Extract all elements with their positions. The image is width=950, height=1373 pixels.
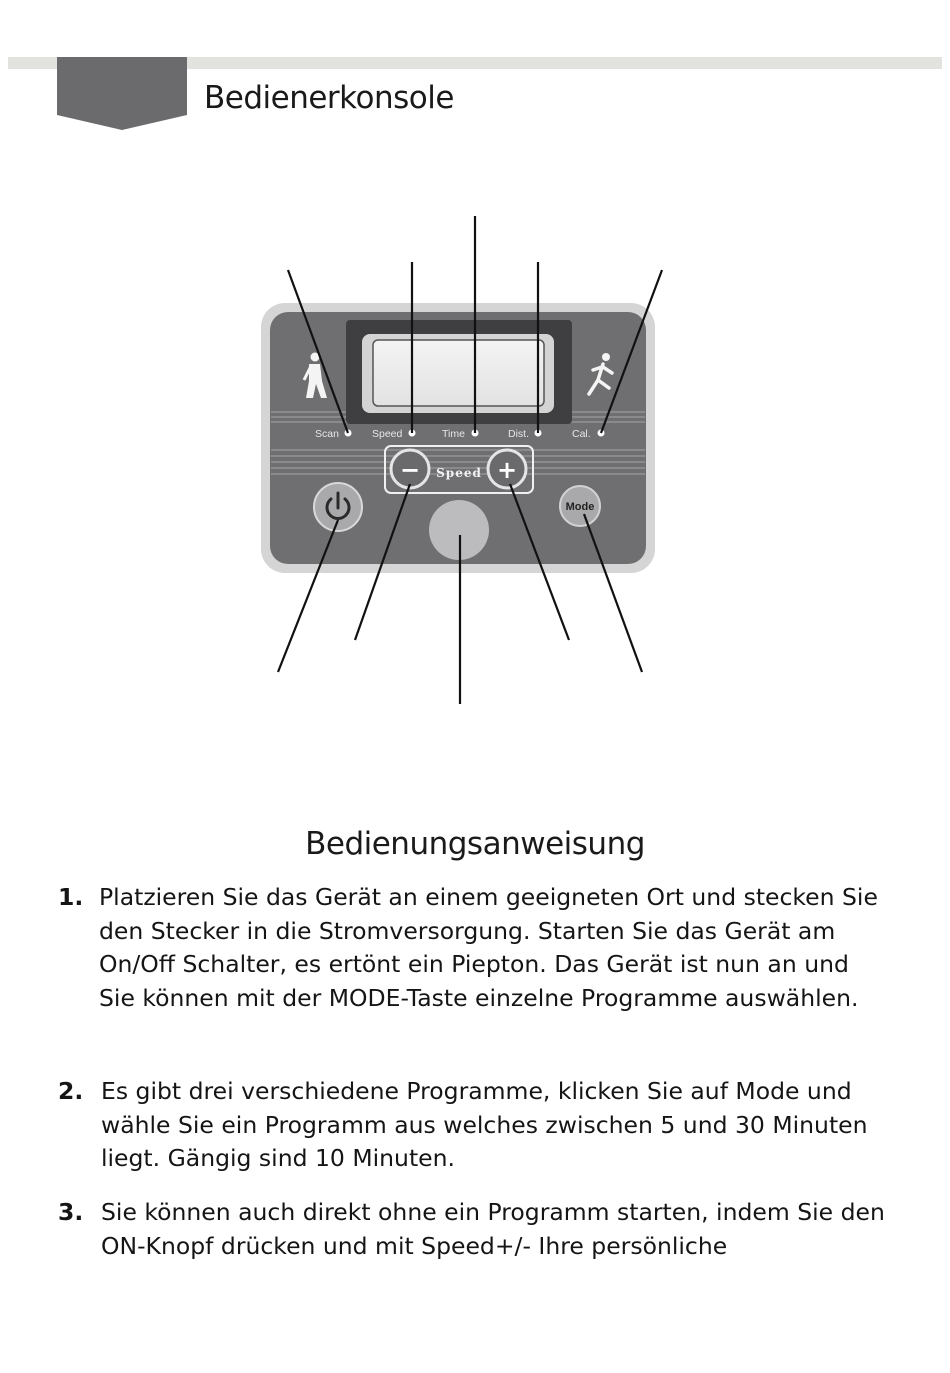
instruction-step xyxy=(58,1075,888,1176)
section-title: Bedienungsanweisung xyxy=(305,826,645,862)
mode-label: Mode xyxy=(565,501,595,513)
step-text: Es gibt drei verschiedene Programme, klicken Sie auf Mode und wähle Sie ein Programm aus welches zwischen 5 und 30 Minuten liegt. Gängig sind 10 Minuten. xyxy=(101,1077,868,1172)
speed-minus-symbol: − xyxy=(399,456,421,484)
speed-label: Speed xyxy=(436,466,482,480)
step-number: 2. xyxy=(58,1077,84,1105)
step-text: Platzieren Sie das Gerät an einem geeigneten Ort und stecken Sie den Stecker in die Stromversorgung. Starten Sie das Gerät am On/Off Schalter, es ertönt ein Piepton. Das Gerät ist nun an und Sie können mit der MODE-Taste einzelne Programme auswählen. xyxy=(99,883,878,1012)
indicator-label-cal: Cal. xyxy=(572,428,591,440)
instruction-step xyxy=(58,1196,888,1263)
indicator-label-dist: Dist. xyxy=(508,428,529,440)
lcd-screen xyxy=(373,340,544,406)
indicator-label-scan: Scan xyxy=(315,428,339,440)
speed-plus-symbol: + xyxy=(496,456,518,484)
indicator-label-speed: Speed xyxy=(372,428,403,440)
page-heading: Bedienerkonsole xyxy=(204,80,454,116)
step-number: 3. xyxy=(58,1198,84,1226)
indicator-label-time: Time xyxy=(442,428,465,440)
step-text: Sie können auch direkt ohne ein Programm starten, indem Sie den ON-Knopf drücken und mit Speed+/- Ihre persönliche xyxy=(101,1198,885,1260)
step-number: 1. xyxy=(58,883,84,911)
instruction-step xyxy=(58,881,888,1015)
